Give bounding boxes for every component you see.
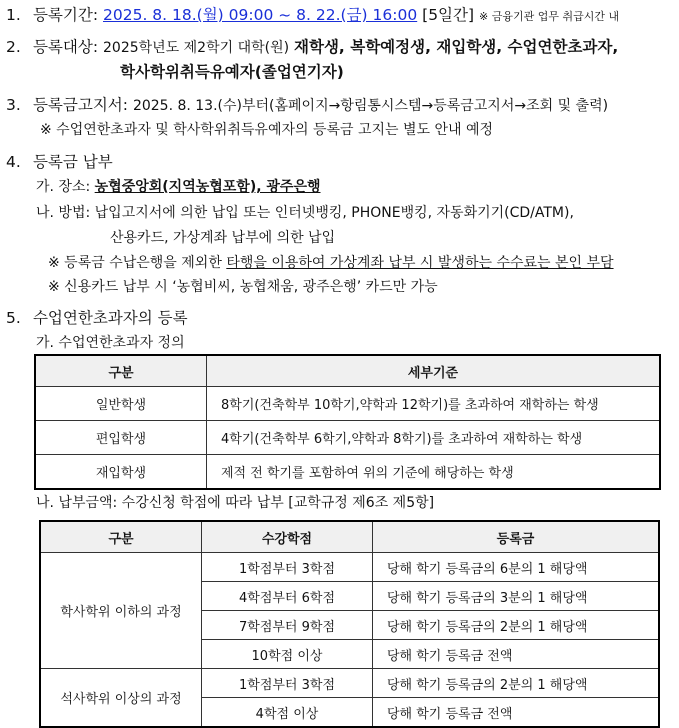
table-row <box>36 421 660 455</box>
row-credits: 1학점부터 3학점 <box>202 553 373 582</box>
section-3 <box>6 93 608 115</box>
section-3-number: 3. <box>6 96 21 114</box>
row-category: 일반학생 <box>36 387 207 421</box>
row-category: 편입학생 <box>36 421 207 455</box>
row-tuition: 당해 학기 등록금의 6분의 1 해당액 <box>373 553 659 582</box>
section-2-label: 등록대상: <box>32 38 99 56</box>
payment-method-line1: 납입고지서에 의한 납입 또는 인터넷뱅킹, PHONE뱅킹, 자동화기기(CD/ATM), <box>94 205 574 221</box>
target-students: 재학생, 복학예정생, 재입학생, 수업연한초과자, <box>294 38 619 56</box>
row-category: 재입학생 <box>36 455 207 489</box>
header-category: 구분 <box>36 356 207 387</box>
definition-table <box>35 355 660 489</box>
row-credits: 4학점 이상 <box>202 698 373 727</box>
notice-note: ※ 수업연한초과자 및 학사학위취득유예자의 등록금 고지는 별도 안내 예정 <box>40 122 494 138</box>
fee-note <box>48 252 614 272</box>
section-2 <box>6 35 618 57</box>
header-tuition: 등록금 <box>373 522 659 553</box>
row-tuition: 당해 학기 등록금의 2분의 1 해당액 <box>373 669 659 698</box>
row-credits: 7학점부터 9학점 <box>202 611 373 640</box>
section-1-label: 등록기간: <box>32 6 99 24</box>
table-row <box>36 387 660 421</box>
row-credits: 10학점 이상 <box>202 640 373 669</box>
row-tuition: 당해 학기 등록금 전액 <box>373 640 659 669</box>
row-tuition: 당해 학기 등록금 전액 <box>373 698 659 727</box>
row-credits: 4학점부터 6학점 <box>202 582 373 611</box>
section-5-number: 5. <box>6 309 21 327</box>
section-3-label: 등록금고지서: <box>32 96 128 114</box>
payment-method-line2: 산용카드, 가상계좌 납부에 의한 납입 <box>110 230 336 246</box>
header-criteria: 세부기준 <box>207 356 660 387</box>
notice-date: 2025. 8. 13.(수)부터(홈페이지→항림통시스템→등록금고지서→조회 및 출력) <box>132 98 609 114</box>
payment-place <box>36 176 321 196</box>
payment-method-label: 나. 방법: <box>36 205 91 221</box>
table-header-row <box>41 522 659 553</box>
group-bachelor: 학사학위 이하의 과정 <box>41 553 202 669</box>
section-5-title: 수업연한초과자의 등록 <box>32 309 188 327</box>
header-credits: 수강학점 <box>202 522 373 553</box>
row-criteria: 제적 전 학기를 포함하여 위의 기준에 해당하는 학생 <box>207 455 660 489</box>
payment-method <box>36 202 574 222</box>
amount-table <box>40 521 659 727</box>
group-master: 석사학위 이상의 과정 <box>41 669 202 727</box>
definition-title: 가. 수업연한초과자 정의 <box>36 335 185 351</box>
table-row <box>36 455 660 489</box>
section-4-number: 4. <box>6 153 21 171</box>
row-criteria: 8학기(건축학부 10학기,약학과 12학기)를 초과하여 재학하는 학생 <box>207 387 660 421</box>
row-tuition: 당해 학기 등록금의 2분의 1 해당액 <box>373 611 659 640</box>
section-4-title: 등록금 납부 <box>32 153 113 171</box>
header-category: 구분 <box>41 522 202 553</box>
row-credits: 1학점부터 3학점 <box>202 669 373 698</box>
table-row <box>41 553 659 582</box>
section-1 <box>6 3 619 25</box>
fee-note-b: 타행을 이용하여 가상계좌 납부 시 발생하는 수수료는 본인 부담 <box>226 255 614 271</box>
fee-note-a: ※ 등록금 수납은행을 제외한 <box>48 255 222 271</box>
registration-period: 2025. 8. 18.(월) 09:00 ~ 8. 22.(금) 16:00 <box>103 6 418 24</box>
period-note: ※ 금융기관 업무 취급시간 내 <box>478 10 620 23</box>
payment-place-value: 농협중앙회(지역농협포함), 광주은행 <box>94 179 321 195</box>
target-semester: 2025학년도 제2학기 대학(원) <box>103 40 290 56</box>
payment-place-label: 가. 장소: <box>36 179 91 195</box>
section-4 <box>6 150 113 172</box>
table-row <box>41 669 659 698</box>
row-criteria: 4학기(건축학부 6학기,약학과 8학기)를 초과하여 재학하는 학생 <box>207 421 660 455</box>
section-2-number: 2. <box>6 38 21 56</box>
period-days: [5일간] <box>422 6 475 24</box>
section-1-number: 1. <box>6 6 21 24</box>
amount-title: 나. 납부금액: 수강신청 학점에 따라 납부 [교학규정 제6조 제5항] <box>36 495 435 511</box>
row-tuition: 당해 학기 등록금의 3분의 1 해당액 <box>373 582 659 611</box>
table-header-row <box>36 356 660 387</box>
section-5 <box>6 306 188 328</box>
card-note: ※ 신용카드 납부 시 ‘농협비씨, 농협채움, 광주은행’ 카드만 가능 <box>48 279 438 295</box>
target-students-cont: 학사학위취득유예자(졸업연기자) <box>120 63 344 81</box>
